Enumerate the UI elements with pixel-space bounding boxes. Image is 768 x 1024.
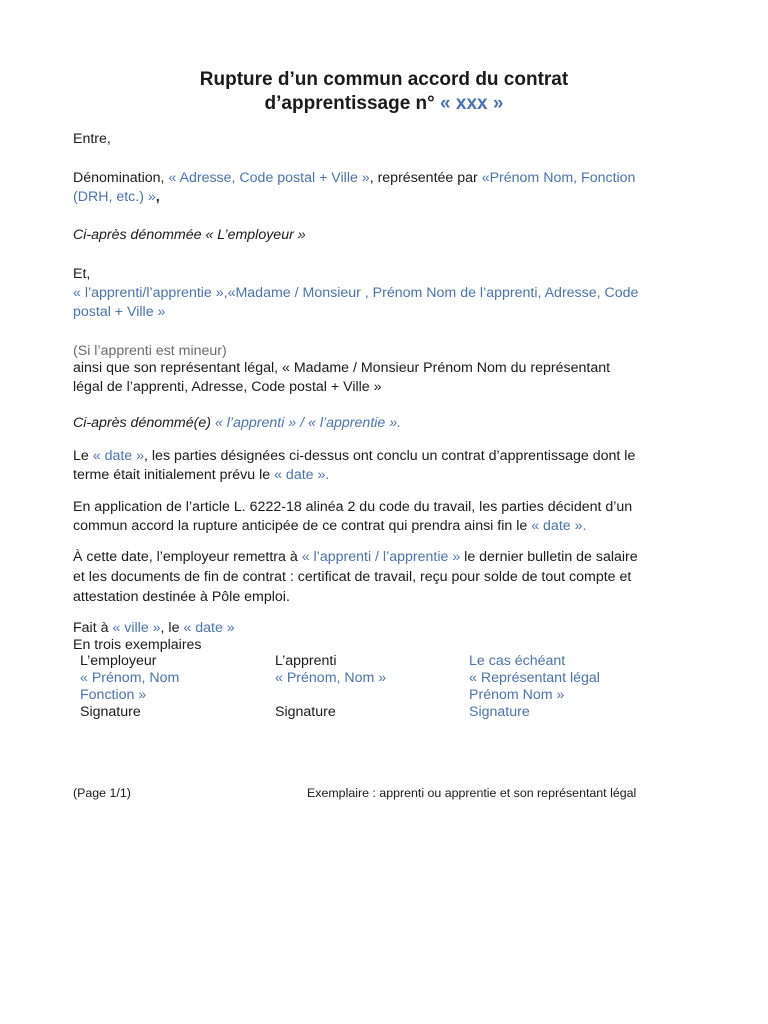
copies-count: En trois exemplaires [73, 637, 202, 653]
end-date-placeholder: « date ». [274, 467, 330, 483]
apprentice-name-placeholder: « Prénom, Nom » [275, 670, 387, 686]
paragraph-1-line1 [73, 447, 713, 466]
employer-line2 [73, 188, 713, 207]
minor-line2: légal de l’apprenti, Adresse, Code postal + Ville » [73, 379, 382, 395]
city-placeholder: « ville » [112, 620, 161, 636]
date-placeholder: « date » [92, 448, 145, 464]
legal-rep-name-placeholder-cont: Prénom Nom » [469, 687, 565, 703]
denomination-label: Dénomination, [73, 170, 169, 186]
document-title-line1: Rupture d’un commun accord du contrat [199, 69, 569, 90]
p3-text-b: le dernier bulletin de salaire [460, 549, 638, 565]
title-prefix: d’apprentissage n° [264, 93, 441, 114]
employer-rep-placeholder: «Prénom Nom, Fonction [481, 170, 636, 186]
employer-line1 [73, 169, 713, 188]
apprentice-line1: « l’apprenti/l’apprentie »,«Madame / Monsieur , Prénom Nom de l’apprenti, Adresse, Code [73, 285, 639, 301]
page-number: (Page 1/1) [73, 786, 131, 800]
employer-designation: Ci-après dénommée « L’employeur » [73, 227, 306, 243]
minor-note: (Si l’apprenti est mineur) [73, 343, 227, 359]
represented-by-text: , représentée par [369, 170, 482, 186]
p1-text-b: , les parties désignées ci-dessus ont conclu un contrat d’apprentissage dont le [144, 448, 636, 464]
et-label: Et, [73, 266, 91, 282]
employer-rep-placeholder-cont: (DRH, etc.) » [73, 189, 156, 205]
document-title-line2 [0, 92, 768, 116]
apprentice-placeholder: « l’apprenti / l’apprentie » [301, 549, 461, 565]
employer-signature-label: Signature [80, 704, 141, 720]
apprentice-designation [73, 414, 713, 433]
p3-text-a: À cette date, l’employeur remettra à [73, 549, 302, 565]
employer-address-placeholder: « Adresse, Code postal + Ville » [168, 170, 370, 186]
legal-rep-signature-label: Signature [469, 704, 530, 720]
signing-date-placeholder: « date » [183, 620, 235, 636]
paragraph-2-line1: En application de l’article L. 6222-18 alinéa 2 du code du travail, les parties décident d’un [73, 499, 633, 515]
paragraph-3-line2: et les documents de fin de contrat : certificat de travail, reçu pour solde de tout compte et [73, 569, 632, 585]
apprentice-designation-placeholder: « l’apprenti » / « l’apprentie ». [214, 415, 402, 431]
paragraph-3-line3: attestation destinée à Pôle emploi. [73, 589, 290, 605]
le-label: , le [160, 620, 184, 636]
employer-name-placeholder: « Prénom, Nom [80, 670, 180, 686]
contract-number-placeholder: « xxx » [440, 93, 504, 114]
fait-a-label: Fait à [73, 620, 113, 636]
copy-recipient-note: Exemplaire : apprenti ou apprentie et son représentant légal [307, 786, 637, 800]
apprentice-heading: L’apprenti [275, 653, 337, 669]
employer-line-end: , [155, 189, 160, 205]
apprentice-signature-label: Signature [275, 704, 336, 720]
paragraph-2-line2 [73, 517, 713, 536]
paragraph-1-line2 [73, 466, 713, 485]
legal-rep-heading: Le cas échéant [469, 653, 566, 669]
minor-line1: ainsi que son représentant légal, « Madame / Monsieur Prénom Nom du représentant [73, 360, 611, 376]
employer-function-placeholder: Fonction » [80, 687, 147, 703]
p1-text-c: terme était initialement prévu le [73, 467, 275, 483]
p2-text-b: commun accord la rupture anticipée de ce contrat qui prendra ainsi fin le [73, 518, 532, 534]
employer-heading: L’employeur [80, 653, 157, 669]
p1-text-a: Le [73, 448, 93, 464]
apprentice-line2: postal + Ville » [73, 304, 166, 320]
entre-label: Entre, [73, 131, 111, 147]
paragraph-3-line1 [73, 548, 713, 567]
termination-date-placeholder: « date ». [531, 518, 587, 534]
legal-rep-name-placeholder: « Représentant légal [469, 670, 600, 686]
apprentice-designation-prefix: Ci-après dénommé(e) [73, 415, 215, 431]
